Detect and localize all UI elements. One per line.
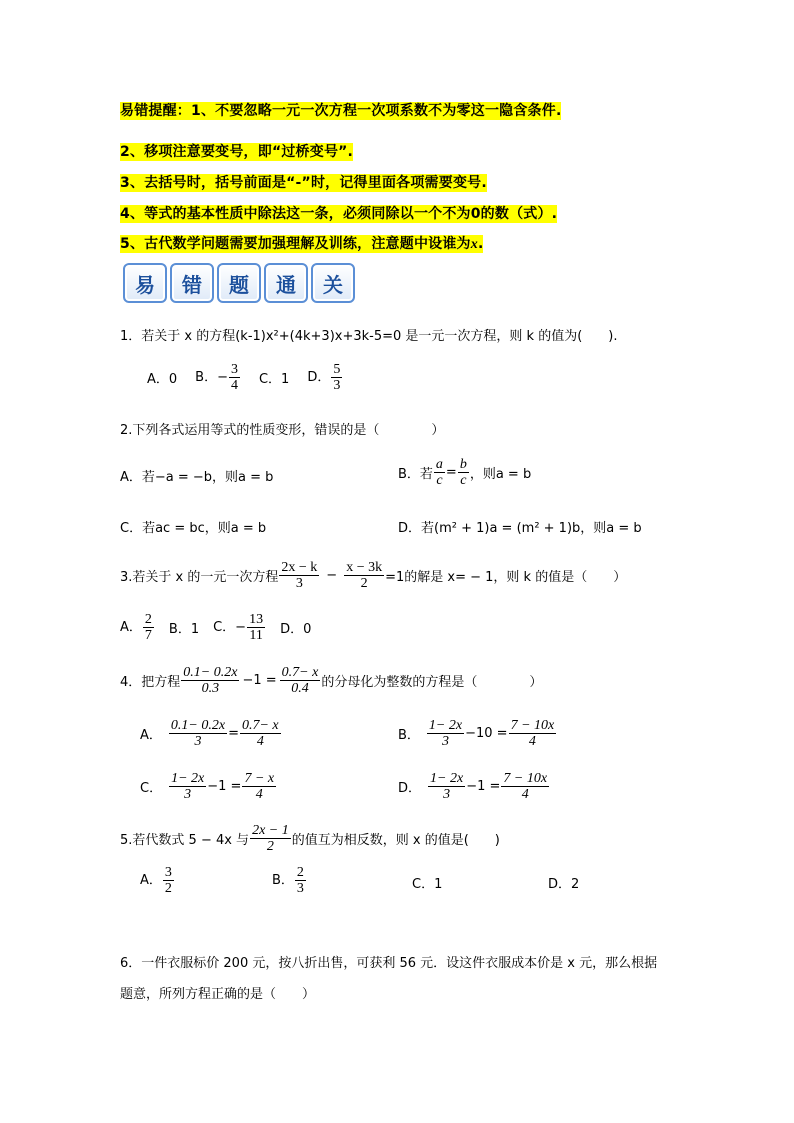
q3-option-d: D．0 bbox=[280, 622, 312, 637]
q3-option-b: B．1 bbox=[168, 622, 200, 637]
q1-option-b: B．− $\frac{3}{4}$ bbox=[195, 362, 238, 393]
q2-option-a: A．若−a = −b，则a = b bbox=[120, 470, 274, 485]
q3-stem: 3.若关于 x 的一元一次方程 $\frac{2x - k}{3}$ − $\frac{x - 3k}{2}$ =1的解是 x= − 1，则 k 的值是（ ） bbox=[120, 560, 627, 591]
q5-option-c: C．1 bbox=[412, 877, 443, 892]
q5-option-b: B． $\frac{2}{3}$ bbox=[272, 865, 304, 896]
q2-stem: 2.下列各式运用等式的性质变形，错误的是（ ） bbox=[120, 423, 445, 438]
tip-2: 2、移项注意要变号，即“过桥变号”. bbox=[120, 144, 354, 160]
banner-char-4: 通 bbox=[264, 263, 308, 303]
q3-option-a: A． $\frac{2}{7}$ bbox=[120, 612, 152, 643]
tip-4: 4、等式的基本性质中除法这一条，必须同除以一个不为0的数（式）. bbox=[120, 206, 558, 222]
q1-option-c: C．1 bbox=[258, 372, 290, 387]
q5-option-d: D．2 bbox=[548, 877, 580, 892]
q4-option-d: D． $\frac{1- 2x}{3}$ −1 = $\frac{7 - 10x}{4}$ bbox=[398, 771, 548, 802]
q1-option-a: A．0 bbox=[147, 372, 178, 387]
q6-line-1: 6．一件衣服标价 200 元，按八折出售，可获利 56 元．设这件衣服成本价是 x 元，那么根据 bbox=[120, 956, 658, 971]
q4-stem: 4．把方程 $\frac{0.1- 0.2x}{0.3}$ −1 = $\frac{0.7- x}{0.4}$ 的分母化为整数的方程是（ ） bbox=[120, 665, 543, 696]
q4-option-a: A． $\frac{0.1- 0.2x}{3}$ = $\frac{0.7- x}{4}$ bbox=[140, 718, 279, 749]
tip-1: 易错提醒：1、不要忽略一元一次方程一次项系数不为零这一隐含条件. bbox=[120, 103, 562, 119]
q3-option-c: C．− $\frac{13}{11}$ bbox=[213, 612, 264, 643]
q1-stem: 1．若关于 x 的方程(k-1)x²+(4k+3)x+3k-5=0 是一元一次方程，则 k 的值为( ). bbox=[120, 329, 618, 344]
banner-char-5: 关 bbox=[311, 263, 355, 303]
banner-error-review bbox=[123, 263, 355, 303]
banner-char-2: 错 bbox=[170, 263, 214, 303]
banner-char-1: 易 bbox=[123, 263, 167, 303]
q6-line-2: 题意，所列方程正确的是（ ） bbox=[120, 987, 316, 1002]
tip-3: 3、去括号时，括号前面是“-”时，记得里面各项需要变号. bbox=[120, 175, 487, 191]
q2-option-c: C．若ac = bc，则a = b bbox=[120, 521, 267, 536]
q1-options bbox=[147, 362, 343, 393]
banner-char-3: 题 bbox=[217, 263, 261, 303]
q2-option-b: B．若 $\frac{a}{c}$ = $\frac{b}{c}$ ，则a = b bbox=[398, 457, 532, 488]
q1-option-d: D． $\frac{5}{3}$ bbox=[307, 362, 341, 393]
q4-option-c: C． $\frac{1- 2x}{3}$ −1 = $\frac{7 - x}{4}$ bbox=[140, 771, 275, 802]
q2-option-d: D．若(m² + 1)a = (m² + 1)b，则a = b bbox=[398, 521, 642, 536]
tip-5: 5、古代数学问题需要加强理解及训练，注意题中设谁为x. bbox=[120, 236, 484, 252]
q4-option-b: B． $\frac{1- 2x}{3}$ −10 = $\frac{7 - 10x}{4}$ bbox=[398, 718, 555, 749]
q5-option-a: A． $\frac{3}{2}$ bbox=[140, 865, 172, 896]
q5-stem: 5.若代数式 5 − 4x 与 $\frac{2x - 1}{2}$ 的值互为相反数，则 x 的值是( ) bbox=[120, 823, 500, 854]
q3-options bbox=[120, 612, 311, 643]
